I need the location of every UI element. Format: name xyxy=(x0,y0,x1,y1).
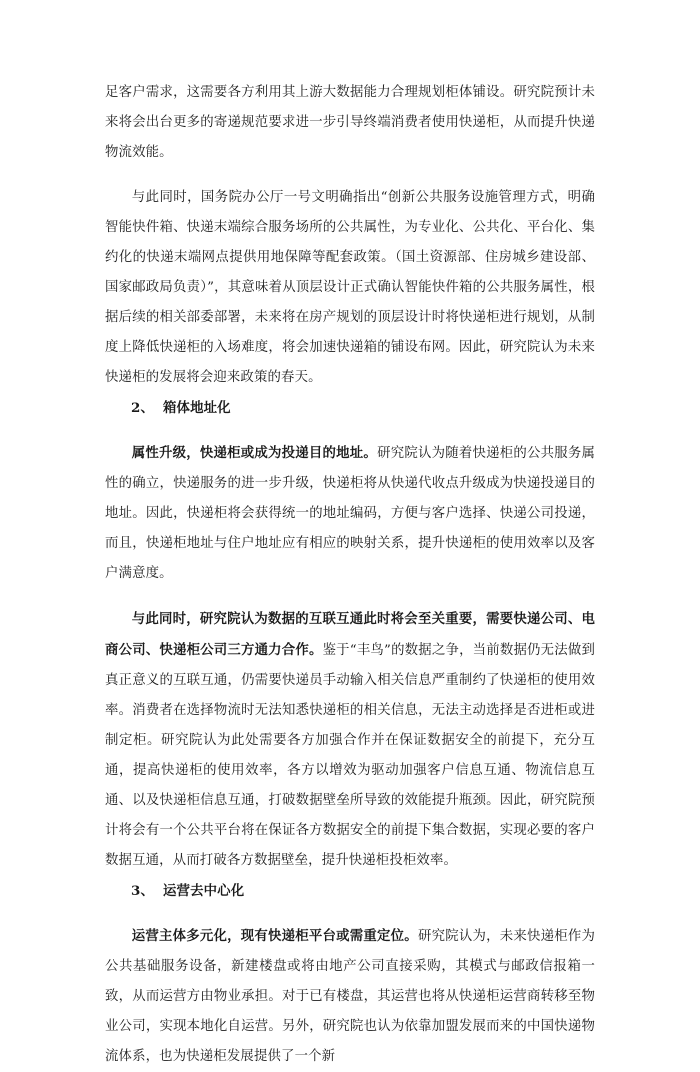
document-page xyxy=(105,78,595,1072)
section-2-number: 2、 xyxy=(131,400,155,416)
section-3-heading xyxy=(105,876,595,906)
paragraph-5 xyxy=(105,921,595,1072)
section-3-number: 3、 xyxy=(131,883,155,899)
paragraph-5-lead: 运营主体多元化，现有快递柜平台或需重定位。 xyxy=(131,928,418,944)
paragraph-5-body: 研究院认为，未来快递柜作为公共基础服务设备，新建楼盘或将由地产公司直接采购，其模式与邮政信报箱一致，从而运营方由物业承担。对于已有楼盘，其运营也将从快递柜运营商转移至物业公司，实现本地化自运营。另外，研究院也认为依靠加盟发展而来的中国快递物流体系，也为快递柜发展提供了一个新 xyxy=(105,929,596,1064)
paragraph-2: 与此同时，国务院办公厅一号文明确指出“创新公共服务设施管理方式，明确智能快件箱、快递末端综合服务场所的公共属性，为专业化、公共化、平台化、集约化的快递末端网点提供用地保障等配套政策。（国土资源部、住房城乡建设部、国家邮政局负责）”，其意味着从顶层设计正式确认智能快件箱的公共服务属性，根据后续的相关部委部署，未来将在房产规划的顶层设计时将快递柜进行规划，从制度上降低快递柜的入场难度，将会加速快递箱的铺设布网。因此，研究院认为未来快递柜的发展将会迎来政策的春天。 xyxy=(105,190,595,385)
section-2-heading xyxy=(105,393,595,423)
paragraph-3 xyxy=(105,438,595,589)
section-2-title: 箱体地址化 xyxy=(163,400,231,416)
paragraph-3-body: 研究院认为随着快递柜的公共服务属性的确立，快递服务的进一步升级，快递柜将从快递代收点升级成为快递投递目的地址。因此，快递柜将会获得统一的地址编码，方便与客户选择、快递公司投递，而且，快递柜地址与住户地址应有相应的映射关系，提升快递柜的使用效率以及客户满意度。 xyxy=(105,446,595,581)
paragraph-1: 足客户需求，这需要各方利用其上游大数据能力合理规划柜体铺设。研究院预计未来将会出台更多的寄递规范要求进一步引导终端消费者使用快递柜，从而提升快递物流效能。 xyxy=(105,85,595,160)
section-3-title: 运营去中心化 xyxy=(163,883,245,899)
paragraph-3-lead: 属性升级，快递柜或成为投递目的地址。 xyxy=(131,445,378,461)
paragraph-4 xyxy=(105,604,595,876)
paragraph-4-lead: 与此同时，研究院认为数据的互联互通此时将会至关重要，需要快递公司、电商公司、快递柜公司三方通力合作。 xyxy=(105,611,595,658)
paragraph-4-body: 鉴于“丰鸟”的数据之争，当前数据仍无法做到真正意义的互联互通，仍需要快递员手动输入相关信息严重制约了快递柜的使用效率。消费者在选择物流时无法知悉快递柜的相关信息，无法主动选择是否进柜或进制定柜。研究院认为此处需要各方加强合作并在保证数据安全的前提下，充分互通，提高快递柜的使用效率，各方以增效为驱动加强客户信息互通、物流信息互通、以及快递柜信息互通，打破数据壁垒所导致的效能提升瓶颈。因此，研究院预计将会有一个公共平台将在保证各方数据安全的前提下集合数据，实现必要的客户数据互通，从而打破各方数据壁垒，提升快递柜投柜效率。 xyxy=(105,643,595,868)
